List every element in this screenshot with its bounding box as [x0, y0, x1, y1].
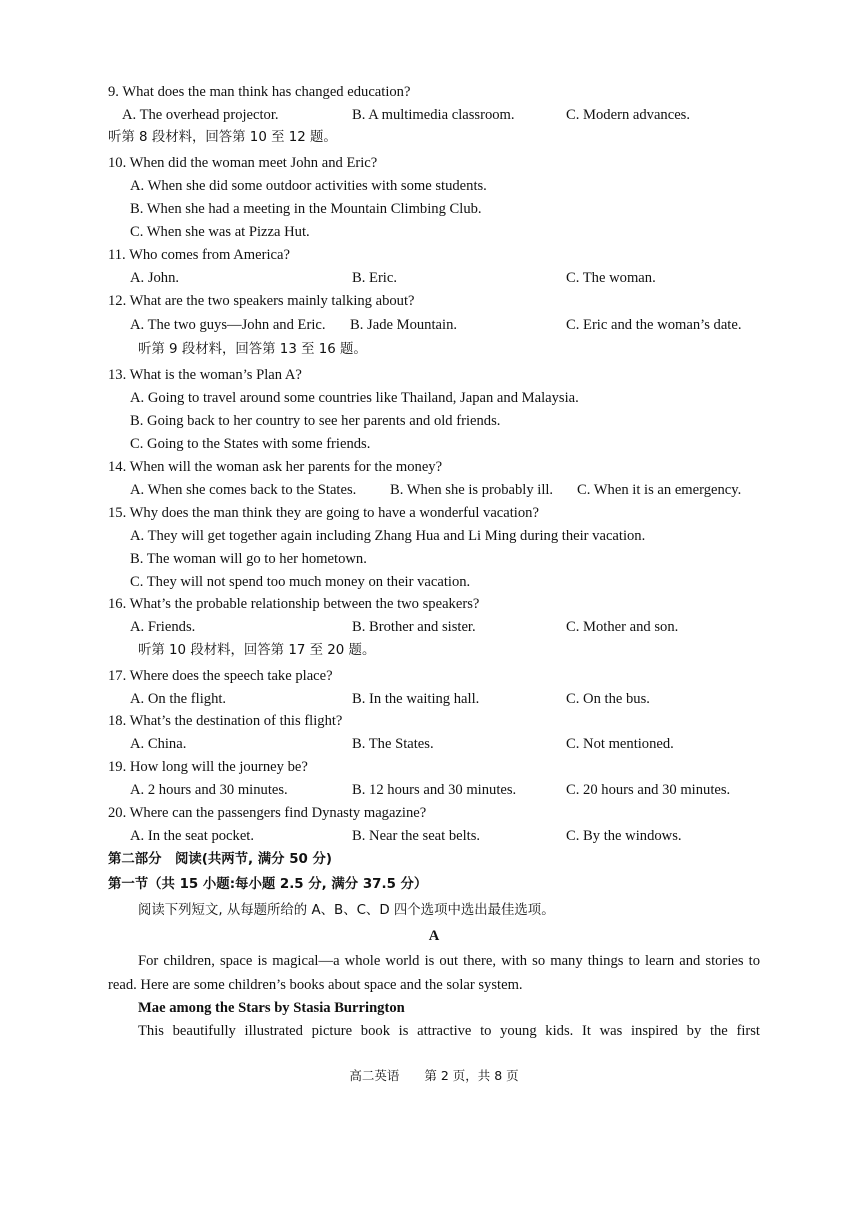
option-c: C. Modern advances. — [566, 107, 691, 123]
option-b: B. In the waiting hall. — [352, 691, 480, 707]
option-b: B. When she is probably ill. — [390, 482, 554, 498]
option-b: B. A multimedia classroom. — [352, 107, 515, 123]
book-description: This beautifully illustrated picture book is attractive to young kids. It was inspired by the first — [138, 1023, 760, 1039]
option-c: C. When she was at Pizza Hut. — [130, 224, 310, 240]
instruction-section-9: 听第 9 段材料，回答第 13 至 16 题。 — [138, 342, 367, 357]
options-20 — [0, 826, 868, 846]
option-a: A. On the flight. — [130, 691, 227, 707]
options-9 — [0, 105, 868, 125]
option-b: B. Jade Mountain. — [350, 317, 458, 333]
option-b: B. When she had a meeting in the Mountain Climbing Club. — [130, 201, 482, 217]
options-19 — [0, 780, 868, 800]
option-b: B. Brother and sister. — [352, 619, 476, 635]
reading-directions: 阅读下列短文, 从每题所给的 A、B、C、D 四个选项中选出最佳选项。 — [138, 903, 555, 918]
question-10: 10. When did the woman meet John and Eric? — [108, 155, 378, 171]
option-c: C. When it is an emergency. — [577, 482, 742, 498]
options-12 — [0, 315, 868, 335]
option-b: B. 12 hours and 30 minutes. — [352, 782, 517, 798]
option-a: A. Going to travel around some countries like Thailand, Japan and Malaysia. — [130, 390, 579, 406]
question-18: 18. What’s the destination of this flight? — [108, 713, 343, 729]
option-a: A. John. — [130, 270, 180, 286]
question-9: 9. What does the man think has changed education? — [108, 84, 411, 100]
option-c: C. Going to the States with some friends. — [130, 436, 371, 452]
question-12: 12. What are the two speakers mainly talking about? — [108, 293, 415, 309]
question-20: 20. Where can the passengers find Dynasty magazine? — [108, 805, 427, 821]
question-16: 16. What’s the probable relationship between the two speakers? — [108, 596, 480, 612]
question-14: 14. When will the woman ask her parents for the money? — [108, 459, 443, 475]
option-a: A. They will get together again including Zhang Hua and Li Ming during their vacation. — [130, 528, 646, 544]
option-a: A. When she comes back to the States. — [130, 482, 357, 498]
question-11: 11. Who comes from America? — [108, 247, 290, 263]
instruction-section-10: 听第 10 段材料，回答第 17 至 20 题。 — [138, 643, 376, 658]
passage-intro: For children, space is magical—a whole world is out there, with so many things to learn and stories to read. Here are some children’s books about space and the solar system. — [108, 953, 760, 993]
option-a: A. 2 hours and 30 minutes. — [130, 782, 288, 798]
option-a: A. China. — [130, 736, 187, 752]
option-c: C. 20 hours and 30 minutes. — [566, 782, 731, 798]
option-b: B. The States. — [352, 736, 434, 752]
option-c: C. They will not spend too much money on their vacation. — [130, 574, 471, 590]
page-footer: 高二英语 第 2 页，共 8 页 — [349, 1068, 519, 1083]
option-a: A. Friends. — [130, 619, 196, 635]
option-a: A. In the seat pocket. — [130, 828, 255, 844]
options-18 — [0, 734, 868, 754]
passage-label: A — [428, 928, 440, 944]
option-c: C. By the windows. — [566, 828, 682, 844]
section-1-heading: 第一节（共 15 小题:每小题 2.5 分, 满分 37.5 分） — [108, 877, 428, 892]
option-a: A. The overhead projector. — [122, 107, 279, 123]
part-2-heading: 第二部分 阅读(共两节, 满分 50 分) — [108, 852, 333, 867]
option-c: C. Eric and the woman’s date. — [566, 317, 742, 333]
option-c: C. Not mentioned. — [566, 736, 674, 752]
option-c: C. Mother and son. — [566, 619, 679, 635]
option-b: B. Eric. — [352, 270, 397, 286]
option-c: C. The woman. — [566, 270, 656, 286]
option-b: B. Near the seat belts. — [352, 828, 481, 844]
option-a: A. When she did some outdoor activities with some students. — [130, 178, 487, 194]
option-b: B. Going back to her country to see her parents and old friends. — [130, 413, 501, 429]
options-11 — [0, 268, 868, 288]
options-16 — [0, 617, 868, 637]
option-c: C. On the bus. — [566, 691, 650, 707]
question-19: 19. How long will the journey be? — [108, 759, 308, 775]
book-title: Mae among the Stars by Stasia Burrington — [138, 1000, 405, 1016]
options-17 — [0, 689, 868, 709]
question-13: 13. What is the woman’s Plan A? — [108, 367, 302, 383]
options-14 — [0, 480, 868, 500]
option-b: B. The woman will go to her hometown. — [130, 551, 367, 567]
instruction-section-8: 听第 8 段材料，回答第 10 至 12 题。 — [108, 130, 337, 145]
question-17: 17. Where does the speech take place? — [108, 668, 333, 684]
question-15: 15. Why does the man think they are going to have a wonderful vacation? — [108, 505, 539, 521]
option-a: A. The two guys—John and Eric. — [130, 317, 326, 333]
